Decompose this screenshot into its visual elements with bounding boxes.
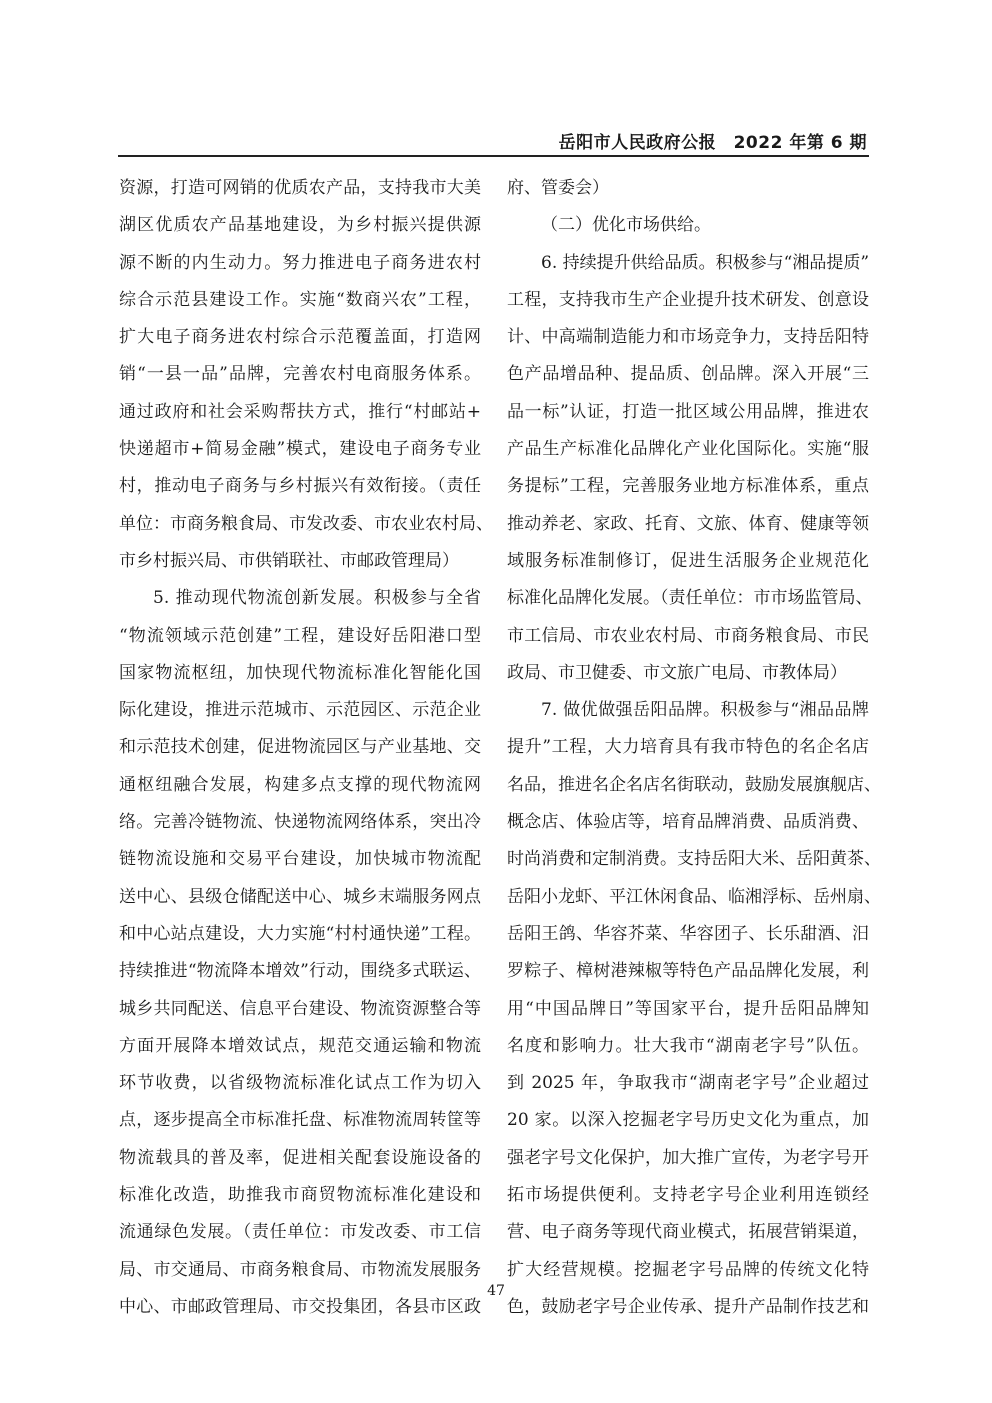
text-line: 20 家。以深入挖掘老字号历史文化为重点，加 bbox=[507, 1110, 869, 1131]
text-line: 城乡共同配送、信息平台建设、物流资源整合等 bbox=[119, 998, 481, 1019]
text-line: 通过政府和社会采购帮扶方式，推行“村邮站+ bbox=[119, 401, 481, 422]
text-line: 提升”工程，大力培育具有我市特色的名企名店 bbox=[507, 737, 869, 758]
text-line: 营、电子商务等现代商业模式，拓展营销渠道， bbox=[507, 1222, 869, 1243]
right-text-column bbox=[507, 170, 881, 1326]
text-line: 政局、市卫健委、市文旅广电局、市教体局） bbox=[507, 662, 847, 683]
text-line: 市工信局、市农业农村局、市商务粮食局、市民 bbox=[507, 625, 869, 646]
text-line: 时尚消费和定制消费。支持岳阳大米、岳阳黄茶、 bbox=[507, 849, 881, 870]
text-line: 府、管委会） bbox=[507, 178, 609, 198]
text-line: 送中心、县级仓储配送中心、城乡末端服务网点 bbox=[119, 886, 481, 907]
journal-header-title: 岳阳市人民政府公报 2022 年第 6 期 bbox=[558, 133, 867, 153]
text-line: 名度和影响力。壮大我市“湖南老字号”队伍。 bbox=[507, 1035, 869, 1056]
text-line: 中心、市邮政管理局、市交投集团，各县市区政 bbox=[119, 1296, 481, 1317]
text-line: 扩大电子商务进农村综合示范覆盖面，打造网 bbox=[119, 327, 481, 348]
text-line: 色产品增品种、提品质、创品牌。深入开展“三 bbox=[507, 364, 869, 385]
text-line: 点，逐步提高全市标准托盘、标准物流周转筐等 bbox=[119, 1110, 481, 1131]
text-line: 务提标”工程，完善服务业地方标准体系，重点 bbox=[507, 476, 869, 497]
text-line: 村，推动电子商务与乡村振兴有效衔接。（责任 bbox=[119, 476, 481, 497]
page-number: 47 bbox=[487, 1283, 505, 1299]
text-line: 5. 推动现代物流创新发展。积极参与全省 bbox=[153, 588, 481, 609]
text-line: 单位：市商务粮食局、市发改委、市农业农村局、 bbox=[119, 513, 493, 534]
text-line: 流通绿色发展。（责任单位：市发改委、市工信 bbox=[119, 1222, 481, 1243]
text-line: 国家物流枢纽，加快现代物流标准化智能化国 bbox=[119, 662, 481, 683]
text-line: 资源，打造可网销的优质农产品，支持我市大美 bbox=[119, 178, 481, 198]
text-line: “物流领域示范创建”工程，建设好岳阳港口型 bbox=[119, 625, 481, 646]
header-rule bbox=[118, 155, 869, 157]
text-line: 销“一县一品”品牌，完善农村电商服务体系。 bbox=[119, 364, 481, 385]
text-line: 标准化品牌化发展。（责任单位：市市场监管局、 bbox=[507, 588, 873, 609]
text-line: 环节收费，以省级物流标准化试点工作为切入 bbox=[119, 1073, 481, 1094]
text-line: 色，鼓励老字号企业传承、提升产品制作技艺和 bbox=[507, 1296, 869, 1317]
text-line: 拓市场提供便利。支持老字号企业利用连锁经 bbox=[507, 1185, 869, 1206]
text-line: 际化建设，推进示范城市、示范园区、示范企业 bbox=[119, 700, 481, 721]
left-text-column bbox=[119, 170, 493, 1326]
text-line: 方面开展降本增效试点，规范交通运输和物流 bbox=[119, 1035, 481, 1056]
text-line: 推动养老、家政、托育、文旅、体育、健康等领 bbox=[507, 513, 869, 534]
text-line: 概念店、体验店等，培育品牌消费、品质消费、 bbox=[507, 812, 869, 833]
text-line: 扩大经营规模。挖掘老字号品牌的传统文化特 bbox=[507, 1259, 869, 1280]
text-line: 产品生产标准化品牌化产业化国际化。实施“服 bbox=[507, 439, 869, 460]
text-line: 湖区优质农产品基地建设，为乡村振兴提供源 bbox=[119, 215, 481, 236]
text-line: 到 2025 年，争取我市“湖南老字号”企业超过 bbox=[507, 1073, 869, 1094]
text-line: 持续推进“物流降本增效”行动，围绕多式联运、 bbox=[119, 961, 481, 982]
text-line: 和示范技术创建，促进物流园区与产业基地、交 bbox=[119, 737, 481, 758]
text-line: 标准化改造，助推我市商贸物流标准化建设和 bbox=[119, 1185, 481, 1206]
text-line: 计、中高端制造能力和市场竞争力，支持岳阳特 bbox=[507, 327, 869, 348]
text-line: 络。完善冷链物流、快递物流网络体系，突出冷 bbox=[119, 812, 481, 833]
text-line: 快递超市+简易金融”模式，建设电子商务专业 bbox=[119, 439, 481, 460]
text-line: 品一标”认证，打造一批区域公用品牌，推进农 bbox=[507, 401, 869, 422]
text-line: 综合示范县建设工作。实施“数商兴农”工程， bbox=[119, 289, 481, 310]
text-line: 通枢纽融合发展，构建多点支撑的现代物流网 bbox=[119, 774, 481, 795]
text-line: 源不断的内生动力。努力推进电子商务进农村 bbox=[119, 252, 481, 273]
text-line: 和中心站点建设，大力实施“村村通快递”工程。 bbox=[119, 923, 481, 944]
text-line: 岳阳小龙虾、平江休闲食品、临湘浮标、岳州扇、 bbox=[507, 886, 881, 907]
text-line: 市乡村振兴局、市供销联社、市邮政管理局） bbox=[119, 550, 459, 571]
text-line: 链物流设施和交易平台建设，加快城市物流配 bbox=[119, 849, 481, 870]
text-line: 域服务标准制修订，促进生活服务企业规范化 bbox=[507, 550, 869, 571]
text-line: 局、市交通局、市商务粮食局、市物流发展服务 bbox=[119, 1259, 481, 1280]
text-line: 物流载具的普及率，促进相关配套设施设备的 bbox=[119, 1147, 481, 1168]
text-line: 用“中国品牌日”等国家平台，提升岳阳品牌知 bbox=[507, 998, 869, 1019]
text-line: 6. 持续提升供给品质。积极参与“湘品提质” bbox=[541, 252, 870, 273]
text-line: 罗粽子、樟树港辣椒等特色产品品牌化发展，利 bbox=[507, 961, 869, 982]
text-line: 7. 做优做强岳阳品牌。积极参与“湘品品牌 bbox=[541, 700, 869, 721]
text-line: 名品，推进名企名店名街联动，鼓励发展旗舰店、 bbox=[507, 774, 881, 795]
text-line: 强老字号文化保护，加大推广宣传，为老字号开 bbox=[507, 1147, 869, 1168]
text-line: 岳阳王鸽、华容芥菜、华容团子、长乐甜酒、汨 bbox=[507, 923, 869, 944]
text-line: 工程，支持我市生产企业提升技术研发、创意设 bbox=[507, 289, 869, 310]
text-line: （二）优化市场供给。 bbox=[541, 215, 711, 236]
